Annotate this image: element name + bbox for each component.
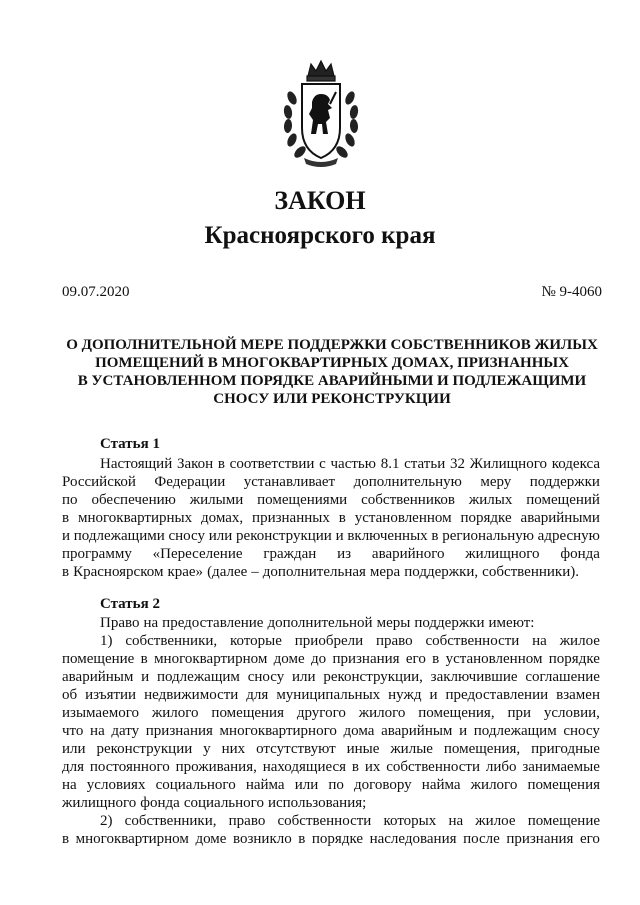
word: для [246,687,269,703]
word: имеют: [488,615,535,631]
word: порядке [548,651,600,667]
word: «Переселение [152,546,243,562]
word: в [62,510,70,526]
word: помещение [527,813,600,829]
word: собственности [425,633,520,649]
word: что [62,723,84,739]
word: жилыми [189,492,244,508]
word: заключившие [430,669,518,685]
article-1-line [62,545,600,563]
word: использования; [267,795,367,811]
word: Закон [176,456,214,472]
word: в [217,456,225,472]
word: пригодные [531,741,600,757]
word: соглашение [525,669,600,685]
word: изымаемого [62,705,140,721]
word: сносу [247,669,285,685]
word: находящиеся [262,759,347,775]
word: с [319,456,326,472]
word: жилого [358,705,406,721]
word: – [251,564,259,580]
word: признания [332,651,400,667]
word: частью [330,456,376,472]
word: недвижимости [144,687,239,703]
word: доме [273,651,305,667]
word: Красноярском [73,564,164,580]
word: порядке [311,831,364,847]
word: нужд [388,687,422,703]
word: установленном [445,651,543,667]
word: помещениями [257,492,348,508]
word: реконструкции [236,528,332,544]
word: многоквартирном [154,651,268,667]
word: дополнительная [262,564,366,580]
word: и [335,528,344,544]
article-1-line [62,491,600,509]
word: Российской [62,474,136,490]
word: и [459,723,468,739]
word: жилого [151,705,199,721]
word: дополнительной [267,615,373,631]
word: помещения, [443,741,521,757]
word: жилых [468,492,513,508]
word: аварийного [371,546,445,562]
word: реконструкции [96,741,193,757]
word: в [140,651,148,667]
word: на [143,615,159,631]
word: которые [230,633,282,649]
word: муниципальных [276,687,381,703]
word: помещения [527,777,600,793]
word: жилищного [62,795,137,811]
word: 32 [449,456,465,472]
word: найма [245,777,285,793]
word: 8.1 [380,456,400,472]
word: признанных [252,510,330,526]
word: проживания, [175,759,257,775]
word: включенных [347,528,428,544]
coat-of-arms-icon [278,58,364,170]
article-1-body [62,455,600,581]
article-2-title: Статья 2 [100,596,160,612]
word: сносу [168,528,206,544]
word: условиях [86,777,146,793]
word: возникло [232,831,292,847]
document-title: ЗАКОН [274,186,366,215]
word: его [405,651,426,667]
word: постоянного [89,759,170,775]
article-1-title: Статья 1 [100,436,160,452]
article-2-line [62,794,600,812]
word: их [364,759,381,775]
word: многоквартирном [75,831,189,847]
word: в [62,564,70,580]
word: и [429,687,438,703]
word: по [328,777,344,793]
word: домах, [201,510,244,526]
heading-line: О ДОПОЛНИТЕЛЬНОЙ МЕРЕ ПОДДЕРЖКИ СОБСТВЕННИКОВ ЖИЛЫХ [66,337,598,353]
word: помещений [526,492,600,508]
word: дома [343,723,375,739]
article-1-line [62,527,600,545]
heading-line: В УСТАНОВЛЕННОМ ПОРЯДКЕ АВАРИЙНЫМИ И ПОДЛЕЖАЩИМИ [77,373,587,389]
word: жилое [559,633,600,649]
word: право [375,633,413,649]
article-2-line [62,704,600,722]
word: доме [195,831,227,847]
word: сносу [563,723,600,739]
word: в [431,528,439,544]
word: кодекса [551,456,600,472]
word: при [507,705,532,721]
word: на [448,813,464,829]
word: них [221,741,246,757]
word: обеспечению [91,492,176,508]
word: собственники, [125,633,218,649]
article-1-line [62,509,600,527]
word: подлежащим [473,723,557,739]
article-2-line [62,614,600,632]
word: приобрели [294,633,364,649]
word: у [203,741,211,757]
word: подлежащими [73,528,165,544]
word: его [579,831,600,847]
word: Федерации [154,474,226,490]
word: изъятии [85,687,137,703]
word: право [228,813,266,829]
heading-line: СНОСУ ИЛИ РЕКОНСТРУКЦИИ [213,391,451,407]
word: собственники, [124,813,217,829]
word: и [141,669,150,685]
article-2-line [62,722,600,740]
word: аварийным [62,669,134,685]
word: после [463,831,500,847]
word: или [294,777,319,793]
word: помещение [62,651,135,667]
article-2-line [62,830,600,848]
word: условии, [543,705,600,721]
article-2-line [62,758,600,776]
article-2-line [62,740,600,758]
word: по [62,492,78,508]
word: наследования [369,831,457,847]
word: жилое [475,813,516,829]
word: до [310,651,327,667]
word: иные [346,741,380,757]
word: предоставление [162,615,264,631]
word: признания [506,831,574,847]
word: устанавливает [243,474,336,490]
word: собственники). [482,564,579,580]
word: Право [100,615,140,631]
document-region: Красноярского края [204,222,436,249]
word: занимаемые [522,759,600,775]
word: установленном [354,510,452,526]
word: которых [383,813,437,829]
word: меру [480,474,512,490]
word: на [62,777,77,793]
word: собственности [386,759,481,775]
word: жилищного [465,546,540,562]
word: поддержки [414,615,485,631]
word: в [351,759,359,775]
word: или [292,669,316,685]
word: из [337,546,352,562]
word: фонда [560,546,600,562]
word: многоквартирного [219,723,337,739]
word: помещения, [418,705,495,721]
word: отсутствуют [256,741,336,757]
word: поддержки [529,474,600,490]
word: признания [145,723,213,739]
word: многоквартирных [77,510,193,526]
word: Настоящий [100,456,173,472]
word: помещения [211,705,284,721]
word: 1) [100,633,113,649]
word: социального [155,777,236,793]
article-2-line [62,686,600,704]
word: программу [62,546,132,562]
word: региональную [442,528,534,544]
article-2-line [62,632,600,650]
word: или [208,528,233,544]
word: Жилищного [469,456,547,472]
word: мера [369,564,401,580]
word: договору [353,777,412,793]
article-2-line [62,668,600,686]
word: в [62,831,70,847]
word: предоставлении [445,687,549,703]
word: соответствии [229,456,315,472]
word: меры [376,615,411,631]
word: взамен [556,687,600,703]
word: (далее [207,564,248,580]
word: в [298,831,306,847]
word: аварийными [520,510,600,526]
word: в [432,651,440,667]
law-date: 09.07.2020 [62,284,130,300]
word: либо [485,759,517,775]
article-1-line [62,563,600,581]
word: для [62,759,85,775]
word: на [90,723,105,739]
word: граждан [263,546,317,562]
word: на [532,633,547,649]
article-2-body [62,614,600,848]
word: поддержки, [404,564,479,580]
word: реконструкции, [323,669,423,685]
word: статьи [404,456,446,472]
word: в [338,510,346,526]
word: подлежащим [156,669,240,685]
word: или [62,741,86,757]
word: другого [296,705,346,721]
word: дату [111,723,140,739]
article-2-line [62,650,600,668]
word: найма [421,777,461,793]
word: аварийным [381,723,453,739]
law-heading [40,336,624,408]
word: об [62,687,78,703]
article-2-line [62,812,600,830]
heading-line: ПОМЕЩЕНИЙ В МНОГОКВАРТИРНЫХ ДОМАХ, ПРИЗНАННЫХ [95,355,569,371]
word: дополнительную [353,474,462,490]
article-2-line [62,776,600,794]
word: адресную [537,528,600,544]
word: социального [183,795,264,811]
word: и [62,528,71,544]
word: собственности [277,813,372,829]
word: фонда [140,795,180,811]
word: 2) [100,813,113,829]
word: порядке [460,510,512,526]
word: крае» [167,564,204,580]
word: жилые [390,741,433,757]
article-1-line [62,455,600,473]
word: жилого [470,777,518,793]
law-number: № 9-4060 [541,284,602,300]
word: собственников [361,492,455,508]
article-1-line [62,473,600,491]
